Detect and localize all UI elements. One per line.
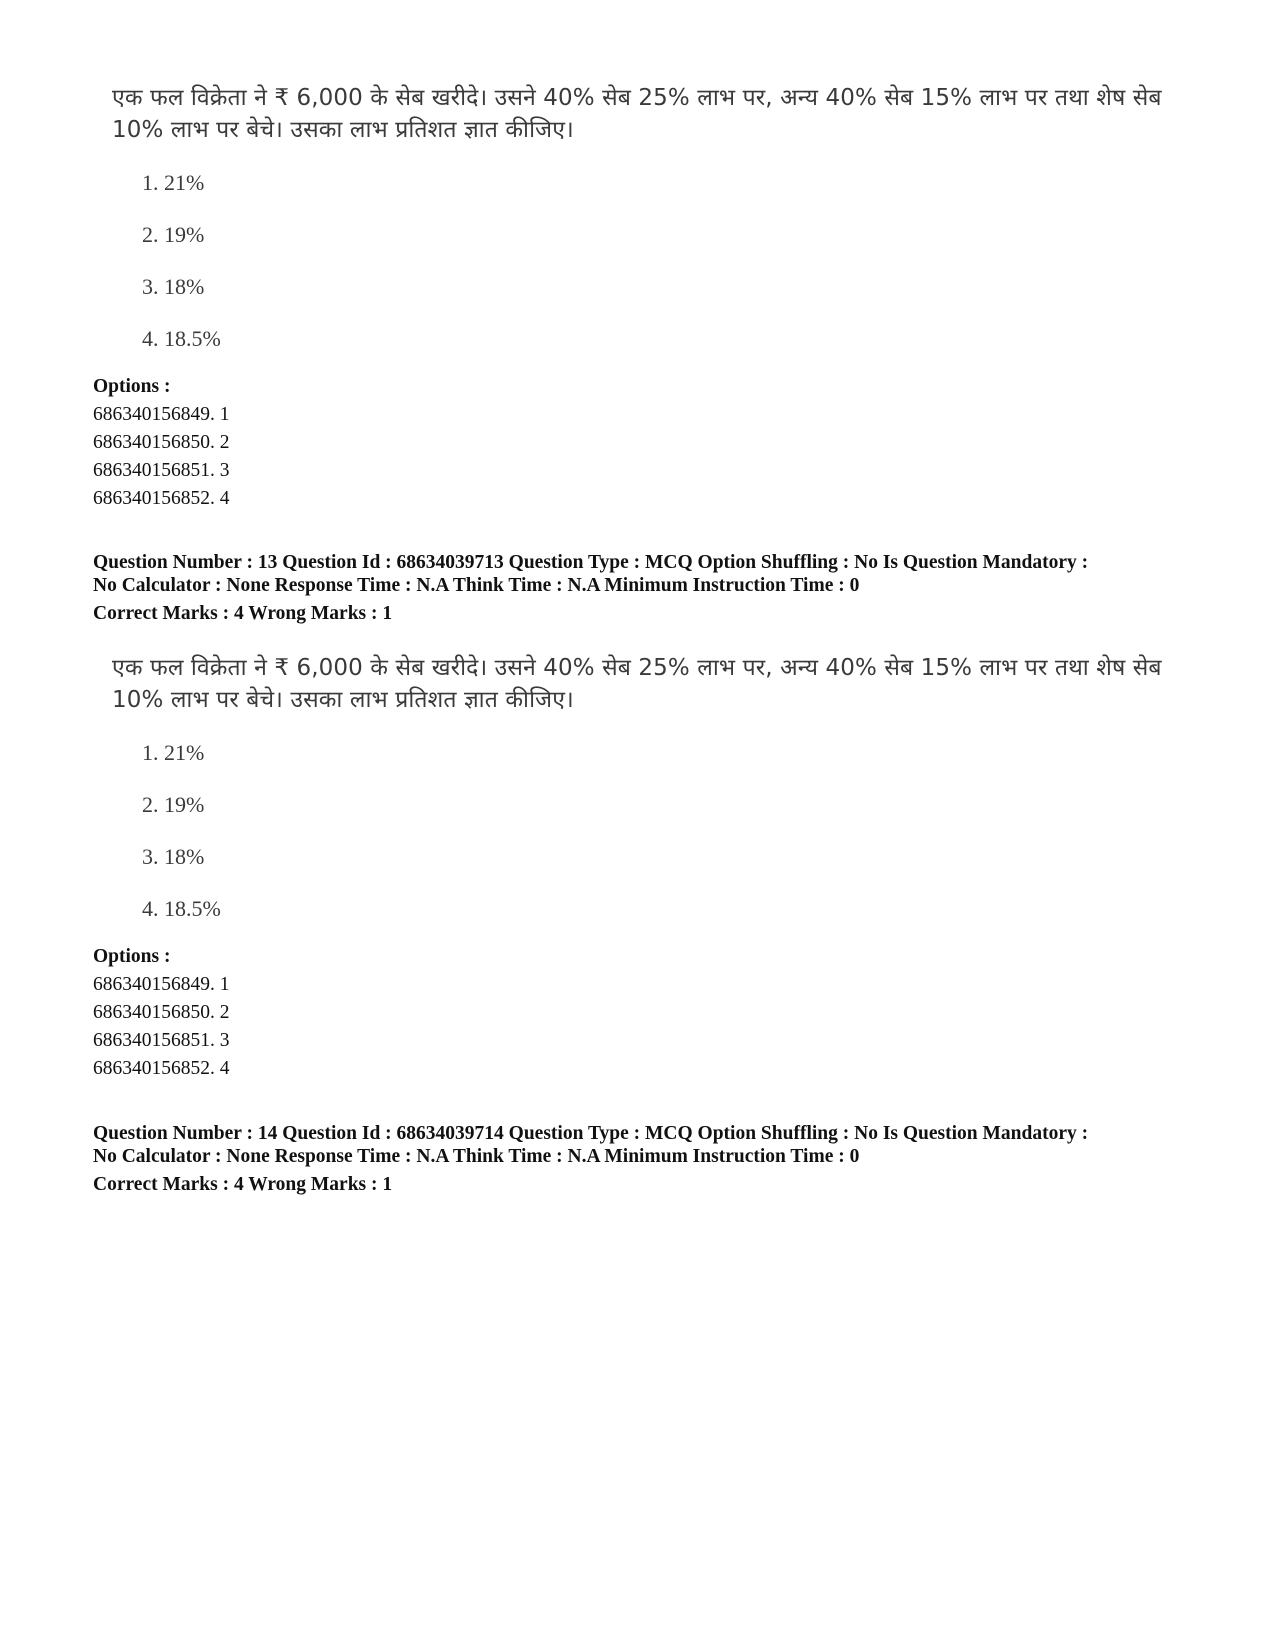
option-id-4: 686340156852. 4 bbox=[93, 1058, 230, 1079]
option-id-1: 686340156849. 1 bbox=[93, 404, 230, 425]
question-13-text-line2: 10% लाभ पर बेचे। उसका लाभ प्रतिशत ज्ञात कीजिए। bbox=[112, 687, 574, 713]
question-12-choice-3: 3. 18% bbox=[142, 274, 205, 299]
question-13-image bbox=[112, 652, 1172, 921]
question-13-text-line1: एक फल विक्रेता ने ₹ 6,000 के सेब खरीदे। उसने 40% सेब 25% लाभ पर, अन्य 40% सेब 15% लाभ पर तथा शेष सेब bbox=[112, 655, 1162, 681]
question-14-marks: Correct Marks : 4 Wrong Marks : 1 bbox=[93, 1174, 393, 1195]
question-13-choice-3: 3. 18% bbox=[142, 844, 205, 869]
option-id-2: 686340156850. 2 bbox=[93, 432, 230, 453]
option-id-2: 686340156850. 2 bbox=[93, 1002, 230, 1023]
question-14-meta-line2: No Calculator : None Response Time : N.A Think Time : N.A Minimum Instruction Time : 0 bbox=[93, 1146, 860, 1167]
options-heading: Options : bbox=[93, 946, 171, 967]
question-14-meta-line1: Question Number : 14 Question Id : 68634039714 Question Type : MCQ Option Shuffling : No Is Question Mandatory : bbox=[93, 1123, 1089, 1144]
question-13-choice-4: 4. 18.5% bbox=[142, 896, 221, 921]
question-13-meta-line2: No Calculator : None Response Time : N.A Think Time : N.A Minimum Instruction Time : 0 bbox=[93, 575, 860, 596]
question-12-choice-4: 4. 18.5% bbox=[142, 326, 221, 351]
question-12-image bbox=[112, 82, 1172, 351]
question-13-meta-line1: Question Number : 13 Question Id : 68634039713 Question Type : MCQ Option Shuffling : No Is Question Mandatory : bbox=[93, 552, 1089, 573]
question-12-text-line1: एक फल विक्रेता ने ₹ 6,000 के सेब खरीदे। उसने 40% सेब 25% लाभ पर, अन्य 40% सेब 15% लाभ पर तथा शेष सेब bbox=[112, 85, 1162, 111]
question-12-text-line2: 10% लाभ पर बेचे। उसका लाभ प्रतिशत ज्ञात कीजिए। bbox=[112, 117, 574, 143]
option-id-3: 686340156851. 3 bbox=[93, 460, 230, 481]
options-heading: Options : bbox=[93, 376, 171, 397]
question-13-marks: Correct Marks : 4 Wrong Marks : 1 bbox=[93, 603, 393, 624]
option-id-1: 686340156849. 1 bbox=[93, 974, 230, 995]
question-13-choice-1: 1. 21% bbox=[142, 740, 205, 765]
question-12-choice-2: 2. 19% bbox=[142, 222, 205, 247]
option-id-3: 686340156851. 3 bbox=[93, 1030, 230, 1051]
question-12-choice-1: 1. 21% bbox=[142, 170, 205, 195]
question-13-choice-2: 2. 19% bbox=[142, 792, 205, 817]
option-id-4: 686340156852. 4 bbox=[93, 488, 230, 509]
